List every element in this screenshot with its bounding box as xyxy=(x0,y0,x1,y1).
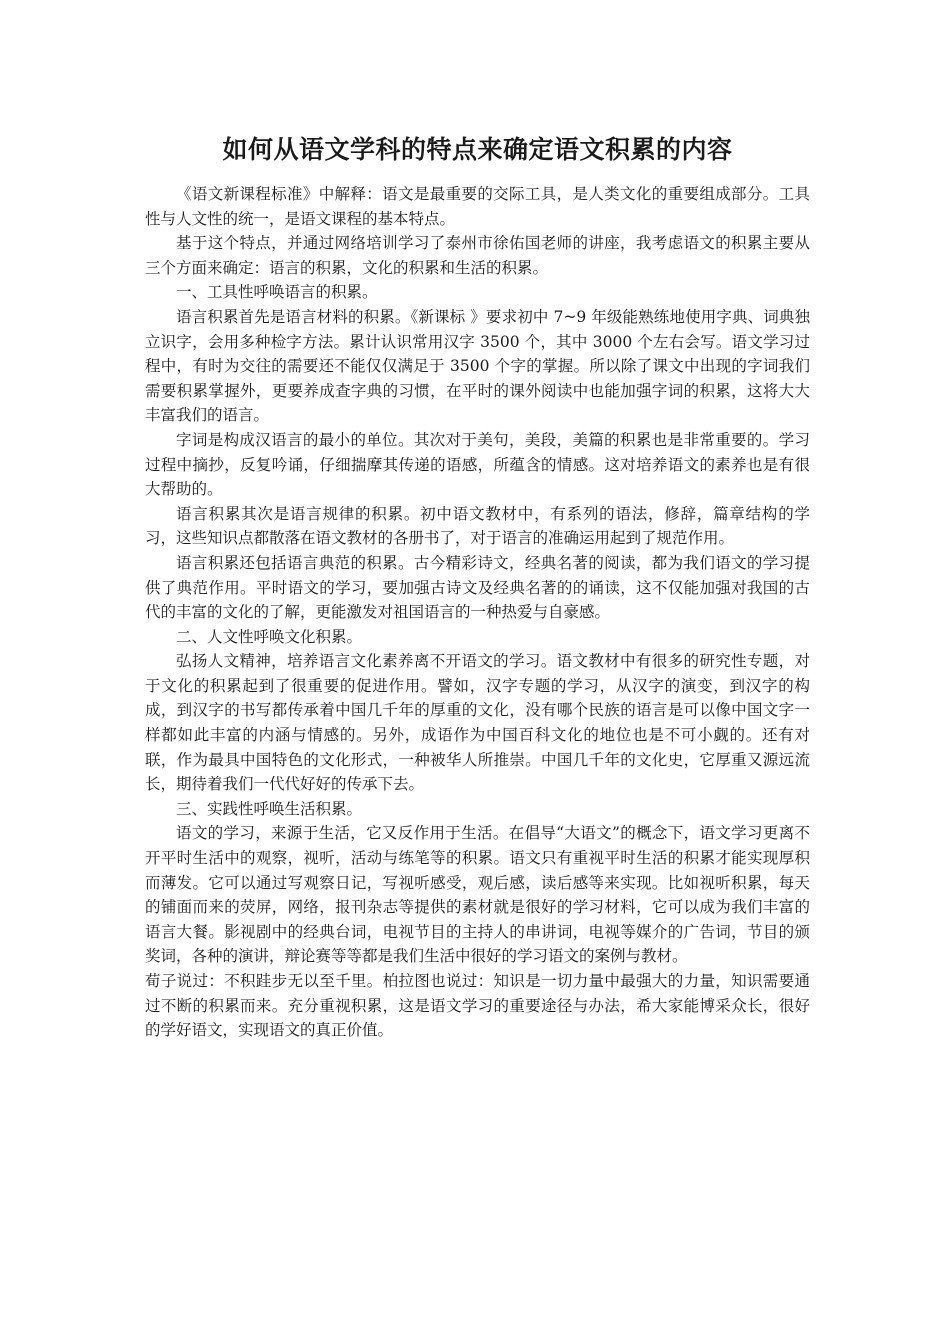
section-heading-culture: 二、人文性呼唤文化积累。 xyxy=(176,627,363,646)
paragraph-curriculum-standard: 《语文新课程标准》中解释：语文是最重要的交际工具，是人类文化的重要组成部分。工具性与人文性的统一，是语文课程的基本特点。 xyxy=(145,185,810,228)
paragraph-life: 语文的学习，来源于生活，它又反作用于生活。在倡导“大语文”的概念下，语文学习更离不开平时生活中的观察，视听，活动与练笔等的积累。语文只有重视平时生活的积累才能实现厚积而薄发。它可以通过写观察日记，写视听感受，观后感，读后感等来实现。比如视听积累，每天的铺面而来的荧屏，网络，报刊杂志等提供的素材就是很好的学习材料，它可以成为我们丰富的语言大餐。影视剧中的经典台词，电视节目的主持人的串讲词，电视等媒介的广告词，节目的颁奖词，各种的演讲，辩论赛等等都是我们生活中很好的学习语文的案例与教材。 xyxy=(145,824,810,966)
paragraph-three-aspects: 基于这个特点，并通过网络培训学习了泰州市徐佑国老师的讲座，我考虑语文的积累主要从三个方面来确定：语言的积累，文化的积累和生活的积累。 xyxy=(145,234,810,277)
paragraph-language-rules: 语言积累其次是语言规律的积累。初中语文教材中，有系列的语法，修辞，篇章结构的学习，这些知识点都散落在语文教材的各册书了，对于语言的准确运用起到了规范作用。 xyxy=(145,504,810,548)
paragraph-language-material: 语言积累首先是语言材料的积累。《新课标 》要求初中 7~9 年级能熟练地使用字典、词典独立识字，会用多种检字方法。累计认识常用汉字 3500 个，其中 3000 个左右会写。语文学习过程中，有时为交往的需要还不能仅仅满足于 3500 个字的掌握。所以除了课文中出现的字词我们需要积累掌握外，更要养成查字典的习惯，在平时的课外阅读中也能加强字词的积累，这将大大丰富我们的语言。 xyxy=(145,307,810,425)
section-heading-language: 一、工具性呼唤语言的积累。 xyxy=(176,283,378,302)
document-title: 如何从语文学科的特点来确定语文积累的内容 xyxy=(222,135,733,164)
paragraph-words-sentences: 字词是构成汉语言的最小的单位。其次对于美句，美段，美篇的积累也是非常重要的。学习过程中摘抄，反复吟诵，仔细揣摩其传递的语感，所蕴含的情感。这对培养语文的素养也是有很大帮助的。 xyxy=(145,430,810,499)
paragraph-culture: 弘扬人文精神，培养语言文化素养离不开语文的学习。语文教材中有很多的研究性专题，对于文化的积累起到了很重要的促进作用。譬如，汉字专题的学习，从汉字的演变，到汉字的构成，到汉字的书写都传承着中国几千年的厚重的文化，没有哪个民族的语言是可以像中国文字一样都如此丰富的内涵与情感的。另外，成语作为中国百科文化的地位也是不可小觑的。还有对联，作为最具中国特色的文化形式，一种被华人所推崇。中国几千年的文化史，它厚重又源远流长，期待着我们一代代好好的传承下去。 xyxy=(145,652,810,794)
paragraph-language-models: 语言积累还包括语言典范的积累。古今精彩诗文，经典名著的阅读，都为我们语文的学习提供了典范作用。平时语文的学习，要加强古诗文及经典名著的的诵读，这不仅能加强对我国的古代的丰富的文化的了解，更能激发对祖国语言的一种热爱与自豪感。 xyxy=(145,553,810,622)
paragraph-conclusion: 荀子说过：不积跬步无以至千里。柏拉图也说过：知识是一切力量中最强大的力量，知识需要通过不断的积累而来。充分重视积累，这是语文学习的重要途径与办法，希大家能博采众长，很好的学好语文，实现语文的真正价值。 xyxy=(145,972,810,1040)
document-body xyxy=(145,128,810,1043)
section-heading-life: 三、实践性呼唤生活积累。 xyxy=(176,799,363,818)
